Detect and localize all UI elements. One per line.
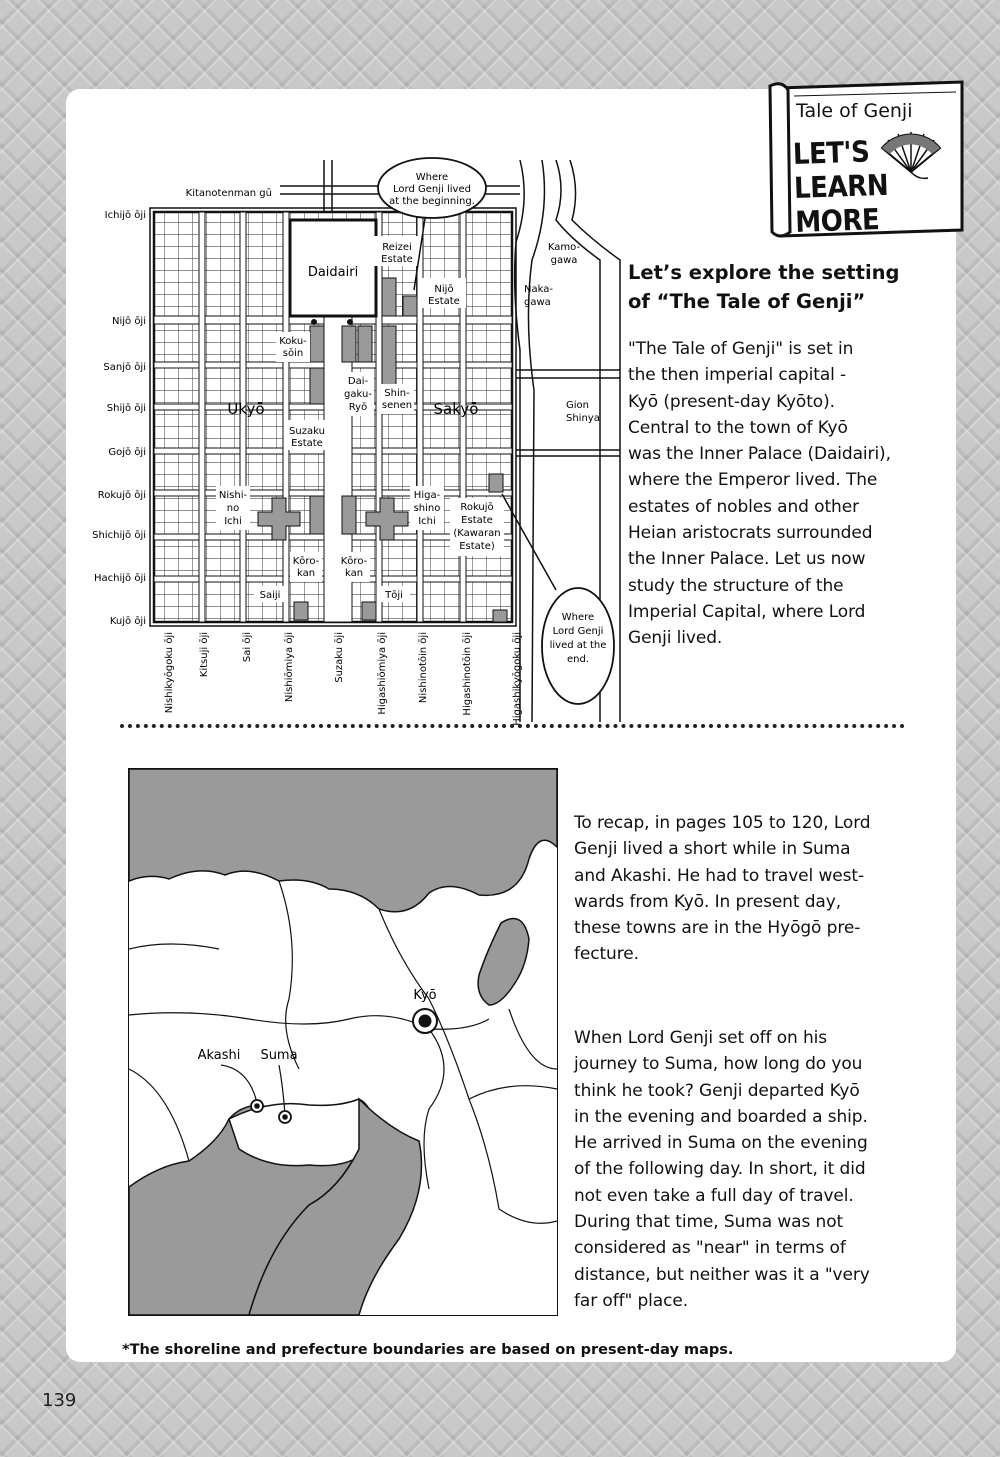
kokusoin-block (310, 326, 324, 362)
heading-line-2: of “The Tale of Genji” (628, 290, 866, 313)
row-street-label: Gojō ōji (108, 447, 146, 458)
column-street-label: Suzaku ōji (334, 632, 345, 683)
region-map-drawing (129, 769, 557, 1315)
column-street-label: Nishiōmiya ōji (284, 632, 295, 703)
banner-line-1: LET'S (792, 134, 870, 172)
nishi-no-ichi-label: Nishi-no Ichi (218, 490, 248, 527)
recap-paragraph: To recap, in pages 105 to 120, Lord Genji lived a short while in Suma and Akashi. He had to travel west- wards from Kyō. In present day, these towns are in the Hyōgō pre- fecture. (574, 813, 871, 965)
nakagawa-label: Naka-gawa (524, 284, 553, 308)
suzaku-estate-label: Suzaku Estate (289, 426, 325, 449)
korokan-west-label: Kōro-kan (292, 556, 320, 579)
saiji-block (294, 602, 308, 620)
row-street-label: Ichijō ōji (104, 210, 146, 221)
row-street-label: Nijō ōji (111, 316, 146, 327)
column-street-label: Higashinotōin ōji (462, 632, 473, 716)
nijo-estate-label: Nijō Estate (428, 284, 460, 307)
section-heading (628, 258, 899, 316)
dotted-divider (120, 724, 905, 728)
saiji-label: Saiji (259, 590, 281, 601)
banner-title: Tale of Genji (796, 100, 913, 122)
rokujo-estate-block (489, 474, 503, 492)
rokujo-estate-label: Rokujō Estate (Kawaran Estate) (453, 502, 501, 552)
bubble-end-text: Where Lord Genji lived at the end. (549, 612, 607, 665)
heading-line-1: Let’s explore the setting (628, 261, 900, 284)
akashi-label: Akashi (197, 1048, 241, 1063)
banner-line-2: LEARN MORE (793, 167, 889, 239)
column-street-label: Kitsuji ōji (199, 632, 210, 678)
higashi-no-ichi-label: Higa-shino Ichi (413, 490, 441, 527)
journey-paragraph: When Lord Genji set off on his journey to Suma, how long do you think he took? Genji departed Kyō in the evening and boarded a ship. He arrived in Suma on the evening of the following day. In short, it did not even take a full day of travel. During that time, Suma was not considered as "near" in terms of distance, but neither was it a "very far off" place. (574, 1028, 870, 1311)
nijo-estate-block (403, 296, 417, 316)
row-street-label: Kujō ōji (109, 616, 146, 627)
reizei-estate-label: Reizei Estate (381, 242, 413, 265)
intro-paragraph: "The Tale of Genji" is set in the then imperial capital - Kyō (present-day Kyōto). Central to the town of Kyō was the Inner Palace (Daidairi), where the Emperor lived. The estates of nobles and other Heian aristocrats surrounded the Inner Palace. Let us now study the structure of the Imperial Capital, where Lord Genji lived. (628, 339, 891, 649)
footnote: *The shoreline and prefecture boundaries are based on present-day maps. (122, 1342, 734, 1358)
shinsenen-label: Shin-senen (381, 388, 413, 411)
toji-label: Tōji (385, 590, 403, 601)
region-map (128, 768, 558, 1316)
suma-label: Suma (260, 1048, 298, 1063)
heian-kyo-city-map (80, 150, 640, 730)
column-street-label: Higashiōmiya ōji (377, 632, 388, 715)
row-street-label: Hachijō ōji (93, 573, 146, 584)
sakyo-label: Sakyō (433, 400, 479, 418)
daigaku-ryo-block (358, 326, 372, 362)
column-street-label: Higashikyōgoku ōji (512, 632, 523, 726)
column-street-label: Nishikyōgoku ōji (164, 632, 175, 714)
kokusoin-label: Koku-sōin (279, 336, 307, 359)
gion-label: Gion Shinya (566, 400, 600, 424)
daigaku-ryo-label: Dai-gaku-Ryō (344, 376, 372, 413)
ukyo-label: Ukyō (227, 400, 265, 418)
kamogawa-label: Kamo-gawa (547, 242, 581, 266)
daidairi-label: Daidairi (307, 265, 359, 280)
column-street-label: Nishinotōin ōji (418, 632, 429, 704)
row-street-label: Shichijō ōji (92, 530, 146, 541)
row-street-label: Sanjō ōji (103, 362, 146, 373)
column-street-label: Sai ōji (242, 632, 253, 663)
kitanotenman-label: Kitanotenman gū (185, 188, 272, 199)
kyo-label: Kyō (413, 988, 437, 1003)
lake-biwa (478, 919, 529, 1005)
suzaku-estate-block (310, 368, 324, 404)
reizei-estate-block (382, 278, 396, 316)
sea-north (129, 769, 557, 912)
page-number: 139 (42, 1390, 77, 1411)
row-street-label: Shijō ōji (106, 403, 146, 414)
row-street-label: Rokujō ōji (97, 490, 146, 501)
bubble-beginning-text: Where Lord Genji lived at the beginning. (389, 172, 475, 207)
folding-fan-icon (878, 126, 944, 182)
lets-learn-more-banner (766, 80, 966, 238)
korokan-east-label: Kōro-kan (340, 556, 368, 579)
toji-block (362, 602, 376, 620)
